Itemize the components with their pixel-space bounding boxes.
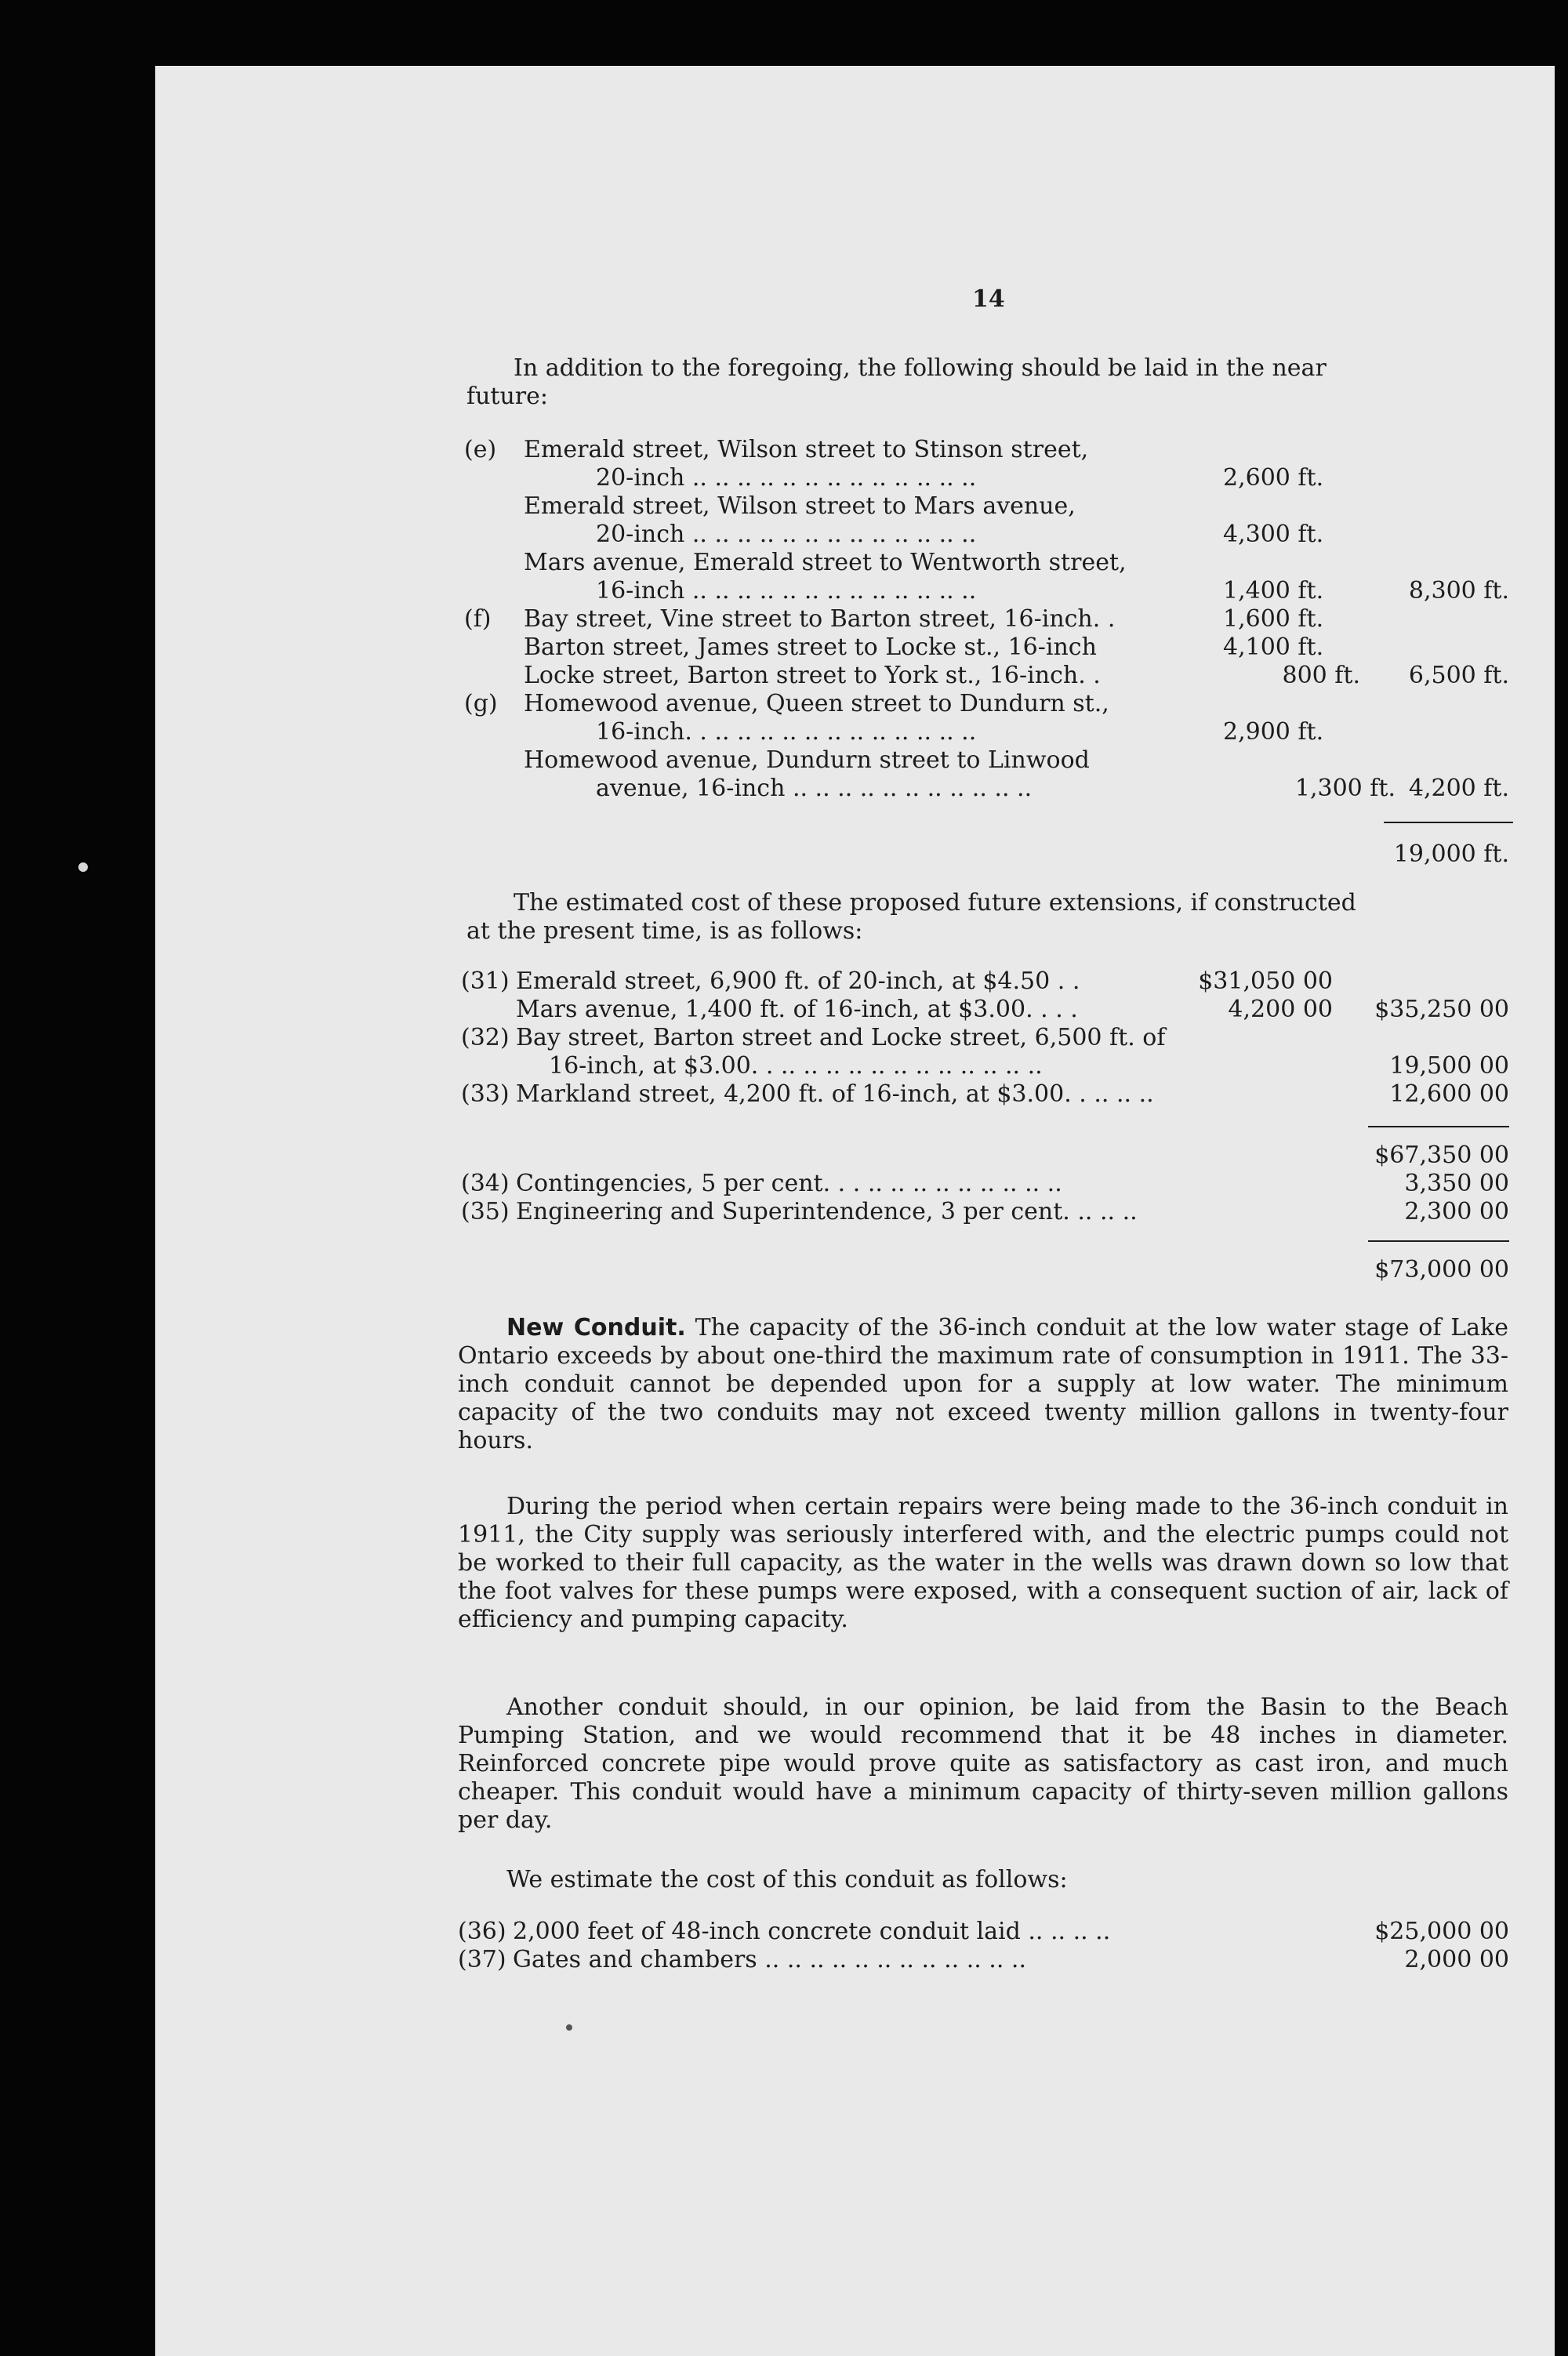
intro-line-2: future: [466,383,549,410]
extension-e1-line2: 20-inch .. .. .. .. .. .. .. .. .. .. .. .. .. [596,464,977,492]
total-rule [1384,822,1513,823]
extension-f1-length: 1,600 ft. [1223,605,1324,633]
item-35-line: Engineering and Superintendence, 3 per cent. .. .. .. [516,1198,1138,1225]
extension-f2-line: Barton street, James street to Locke st., 16-inch [524,633,1097,661]
extension-g1-line2: 16-inch. . .. .. .. .. .. .. .. .. .. .. .. .. [596,718,977,746]
item-33-line: Markland street, 4,200 ft. of 16-inch, at $3.00. . .. .. .. [516,1080,1154,1108]
intro-line-1: In addition to the foregoing, the following should be laid in the near [514,354,1327,382]
item-34-label: (34) [461,1170,510,1197]
item-31b-amount: 4,200 00 [1228,996,1333,1023]
item-31-line: Emerald street, 6,900 ft. of 20-inch, at $4.50 . . [516,967,1080,995]
page-number: 14 [972,285,1005,313]
cost-subtotal: $67,350 00 [1374,1142,1509,1169]
extension-f1-line: Bay street, Vine street to Barton street, 16-inch. . [524,605,1116,633]
conduit-paragraph-2-text: During the period when certain repairs were being made to the 36-inch conduit in 1911, the City supply was seriously interfered with, and the electric pumps could not be worked to their full capacity, as the water in the wells was drawn down so low that the foot valves for these pumps were exposed, with a consequent suction of air, lack of efficiency and pumping capacity. [458,1493,1508,1633]
conduit-heading: New Conduit. [506,1314,686,1341]
item-32-label: (32) [461,1024,510,1051]
cost-intro-line-1: The estimated cost of these proposed future extensions, if constructed [514,889,1356,917]
item-31-total: $35,250 00 [1374,996,1509,1023]
item-36-line: 2,000 feet of 48-inch concrete conduit laid .. .. .. .. [513,1918,1111,1945]
item-31b-line: Mars avenue, 1,400 ft. of 16-inch, at $3.00. . . . [516,996,1078,1023]
extension-e1-line1: Emerald street, Wilson street to Stinson street, [524,436,1089,463]
extension-e1-length: 2,600 ft. [1223,464,1324,492]
extension-e3-line1: Mars avenue, Emerald street to Wentworth street, [524,549,1127,576]
item-33-label: (33) [461,1080,510,1108]
item-32-line2: 16-inch, at $3.00. . .. .. .. .. .. .. .. .. .. .. .. .. [549,1052,1043,1080]
conduit-paragraph-1-text: The capacity of the 36-inch conduit at the low water stage of Lake Ontario exceeds by about one-third the maximum rate of consumption in 1911. The 33-inch conduit cannot be depended upon for a supply at low water. The minimum capacity of the two conduits may not exceed twenty million gallons in twenty-four hours. [458,1314,1508,1454]
total-cost-rule [1368,1240,1509,1242]
conduit-paragraph-3-text: Another conduit should, in our opinion, be laid from the Basin to the Beach Pumping Station, and we would recommend that it be 48 inches in diameter. Reinforced concrete pipe would prove quite as satisfactory as cast iron, and much cheaper. This conduit would have a minimum capacity of thirty-seven million gallons per day. [458,1693,1508,1834]
item-37-line: Gates and chambers .. .. .. .. .. .. .. .. .. .. .. .. [513,1946,1026,1973]
extension-e2-line2: 20-inch .. .. .. .. .. .. .. .. .. .. .. .. .. [596,521,977,548]
item-31-label: (31) [461,967,510,995]
group-label-g: (g) [464,690,498,717]
item-36-label: (36) [458,1918,506,1945]
extension-grand-total: 19,000 ft. [1393,840,1509,868]
subtotal-rule [1368,1126,1509,1127]
extension-g2-line1: Homewood avenue, Dundurn street to Linwood [524,746,1090,774]
item-34-line: Contingencies, 5 per cent. . . .. .. .. .. .. .. .. .. .. [516,1170,1062,1197]
extension-g1-line1: Homewood avenue, Queen street to Dundurn st., [524,690,1109,717]
cost-total: $73,000 00 [1374,1256,1509,1283]
item-36-amount: $25,000 00 [1374,1918,1509,1945]
extension-e2-line1: Emerald street, Wilson street to Mars avenue, [524,492,1076,520]
extension-e-total: 8,300 ft. [1408,577,1509,604]
extension-e3-length: 1,400 ft. [1223,577,1324,604]
group-label-e: (e) [464,436,497,463]
group-label-f: (f) [464,605,492,633]
cost-intro-line-2: at the present time, is as follows: [466,917,863,945]
item-37-label: (37) [458,1946,506,1973]
extension-e3-line2: 16-inch .. .. .. .. .. .. .. .. .. .. .. .. .. [596,577,977,604]
item-37-amount: 2,000 00 [1404,1946,1509,1973]
item-35-total: 2,300 00 [1404,1198,1509,1225]
item-31-amount: $31,050 00 [1198,967,1333,995]
margin-speck [78,862,88,872]
ink-speck [566,2024,572,2031]
conduit-paragraph-1 [458,1314,1508,1455]
extension-f2-length: 4,100 ft. [1223,633,1324,661]
extension-f3-length: 800 ft. [1282,662,1360,689]
conduit-paragraph-2 [458,1493,1508,1634]
extension-e2-length: 4,300 ft. [1223,521,1324,548]
item-33-total: 12,600 00 [1389,1080,1509,1108]
extension-g-total: 4,200 ft. [1408,775,1509,802]
conduit-paragraph-3 [458,1693,1508,1835]
extension-g2-line2: avenue, 16-inch .. .. .. .. .. .. .. .. .. .. .. [596,775,1033,802]
extension-g1-length: 2,900 ft. [1223,718,1324,746]
item-35-label: (35) [461,1198,510,1225]
extension-f-total: 6,500 ft. [1408,662,1509,689]
extension-f3-line: Locke street, Barton street to York st., 16-inch. . [524,662,1101,689]
item-32-line1: Bay street, Barton street and Locke street, 6,500 ft. of [516,1024,1166,1051]
extension-g2-length: 1,300 ft. [1294,775,1396,802]
conduit-paragraph-4: We estimate the cost of this conduit as follows: [506,1866,1068,1893]
item-32-total: 19,500 00 [1389,1052,1509,1080]
item-34-total: 3,350 00 [1404,1170,1509,1197]
